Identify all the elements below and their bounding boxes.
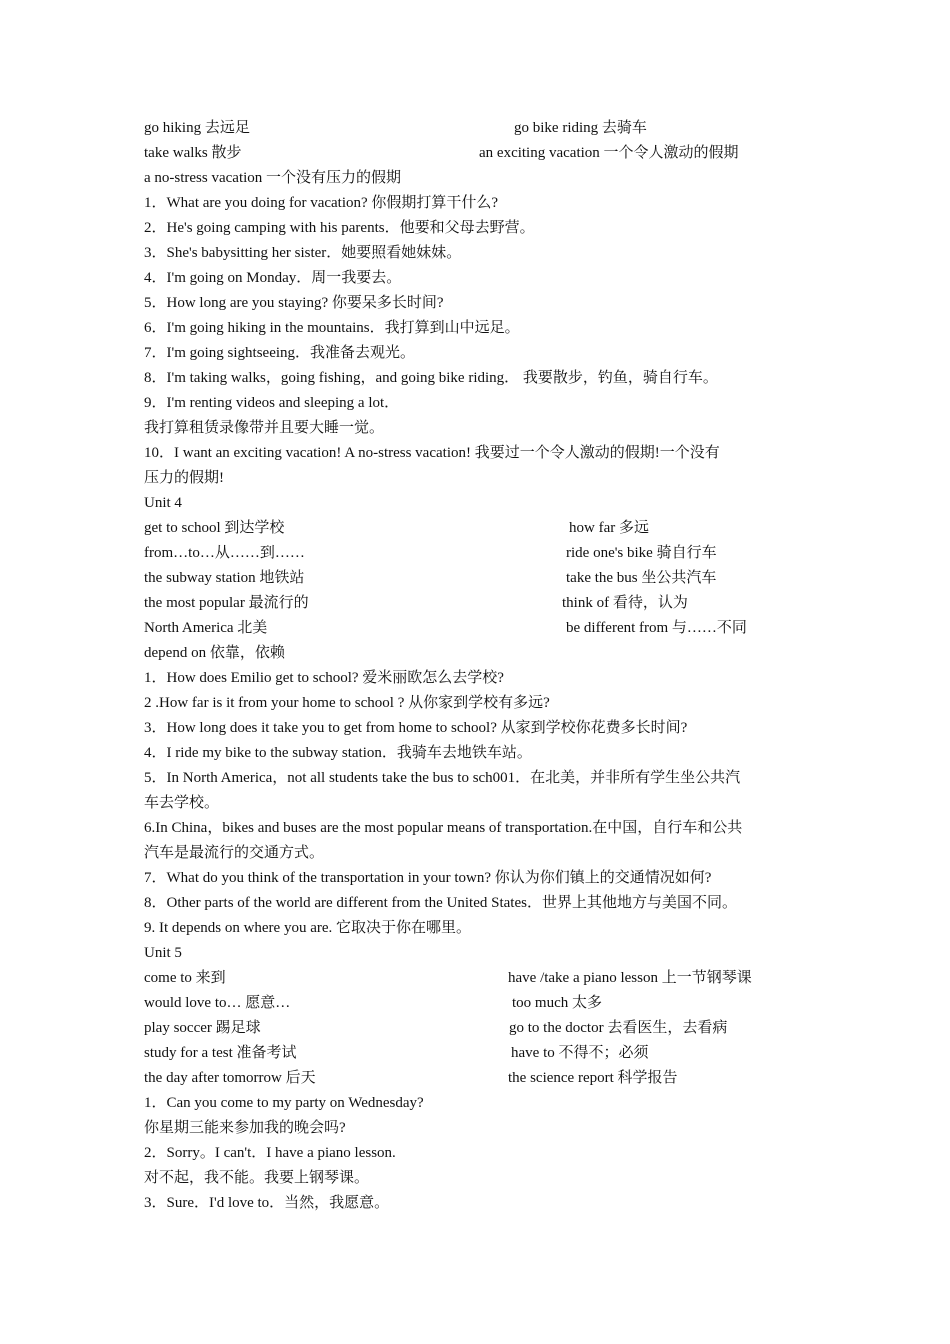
phrase-right: have /take a piano lesson 上一节钢琴课	[508, 970, 752, 986]
sentence-line: 2．Sorry。I can't．I have a piano lesson.	[144, 1145, 396, 1161]
sentence-line: 10．I want an exciting vacation! A no-stress vacation! 我要过一个令人激动的假期!一个没有	[144, 445, 720, 461]
phrase-right: ride one's bike 骑自行车	[566, 545, 717, 561]
sentence-line: 我打算租赁录像带并且要大睡一觉。	[144, 420, 385, 436]
sentence-line: 6．I'm going hiking in the mountains．我打算到山中远足。	[144, 320, 520, 336]
phrase-left: the day after tomorrow 后天	[144, 1070, 316, 1086]
phrase-right: too much 太多	[512, 995, 602, 1011]
phrase-right: have to 不得不；必须	[511, 1045, 649, 1061]
phrase-right: be different from 与……不同	[566, 620, 747, 636]
phrase-left: the subway station 地铁站	[144, 570, 305, 586]
sentence-line: 2．He's going camping with his parents．他要和父母去野营。	[144, 220, 535, 236]
phrase-left: play soccer 踢足球	[144, 1020, 261, 1036]
sentence-line: 7．I'm going sightseeing．我准备去观光。	[144, 345, 416, 361]
sentence-line: 3．How long does it take you to get from home to school? 从家到学校你花费多长时间?	[144, 720, 688, 736]
phrase-left: the most popular 最流行的	[144, 595, 309, 611]
phrase-left: North America 北美	[144, 620, 268, 636]
sentence-line: 3．She's babysitting her sister．她要照看她妹妹。	[144, 245, 462, 261]
phrase-no-stress-vacation: a no-stress vacation 一个没有压力的假期	[144, 170, 402, 186]
sentence-line: 压力的假期!	[144, 470, 224, 486]
sentence-line: 7．What do you think of the transportation in your town? 你认为你们镇上的交通情况如何?	[144, 870, 712, 886]
unit-4-heading: Unit 4	[144, 495, 182, 511]
sentence-line: 车去学校。	[144, 795, 220, 811]
phrase-go-bike-riding: go bike riding 去骑车	[514, 120, 647, 136]
sentence-line: 5．In North America，not all students take the bus to sch001．在北美，并非所有学生坐公共汽	[144, 770, 741, 786]
phrase-right: go to the doctor 去看医生，去看病	[509, 1020, 728, 1036]
phrase-exciting-vacation: an exciting vacation 一个令人激动的假期	[479, 145, 739, 161]
phrase-left: get to school 到达学校	[144, 520, 285, 536]
sentence-line: 1．Can you come to my party on Wednesday?	[144, 1095, 424, 1111]
phrase-right: take the bus 坐公共汽车	[566, 570, 717, 586]
sentence-line: 对不起，我不能。我要上钢琴课。	[144, 1170, 370, 1186]
phrase-depend-on: depend on 依靠，依赖	[144, 645, 285, 661]
phrase-right: the science report 科学报告	[508, 1070, 678, 1086]
sentence-line: 4．I ride my bike to the subway station．我骑车去地铁车站。	[144, 745, 532, 761]
sentence-line: 3．Sure．I'd love to．当然，我愿意。	[144, 1195, 390, 1211]
phrase-right: how far 多远	[569, 520, 649, 536]
sentence-line: 1．What are you doing for vacation? 你假期打算干什么?	[144, 195, 499, 211]
phrase-right: think of 看待，认为	[562, 595, 688, 611]
sentence-line: 9．I'm renting videos and sleeping a lot．	[144, 395, 400, 411]
sentence-line: 4．I'm going on Monday．周一我要去。	[144, 270, 402, 286]
phrase-left: study for a test 准备考试	[144, 1045, 297, 1061]
phrase-take-walks: take walks 散步	[144, 145, 242, 161]
sentence-line: 9. It depends on where you are. 它取决于你在哪里。	[144, 920, 472, 936]
sentence-line: 汽车是最流行的交通方式。	[144, 845, 325, 861]
sentence-line: 6.In China，bikes and buses are the most popular means of transportation.在中国，自行车和公共	[144, 820, 743, 836]
phrase-go-hiking: go hiking 去远足	[144, 120, 250, 136]
sentence-line: 1．How does Emilio get to school? 爱米丽欧怎么去学校?	[144, 670, 504, 686]
phrase-left: from…to…从……到……	[144, 545, 305, 561]
sentence-line: 2 .How far is it from your home to school ? 从你家到学校有多远?	[144, 695, 550, 711]
sentence-line: 你星期三能来参加我的晚会吗?	[144, 1120, 346, 1136]
phrase-left: would love to… 愿意…	[144, 995, 291, 1011]
phrase-left: come to 来到	[144, 970, 226, 986]
sentence-line: 8．Other parts of the world are different from the United States．世界上其他地方与美国不同。	[144, 895, 737, 911]
unit-5-heading: Unit 5	[144, 945, 182, 961]
sentence-line: 5．How long are you staying? 你要呆多长时间?	[144, 295, 444, 311]
sentence-line: 8．I'm taking walks，going fishing，and going bike riding． 我要散步，钓鱼，骑自行车。	[144, 370, 718, 386]
